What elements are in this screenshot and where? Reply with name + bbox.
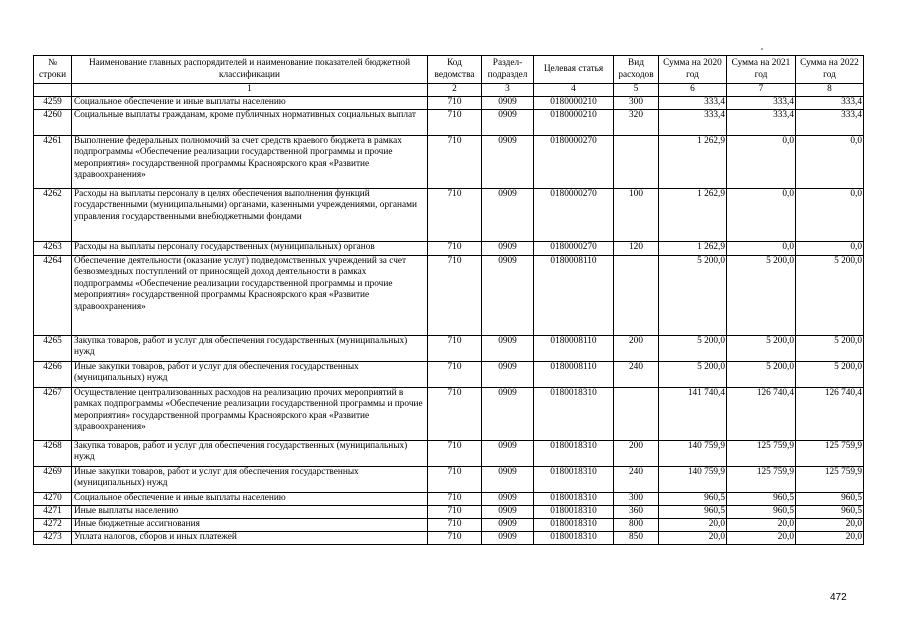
- row-sum-2021: 0,0: [727, 135, 796, 188]
- row-target: 0180000270: [534, 188, 614, 241]
- row-sum-2021: 125 759,9: [727, 440, 796, 466]
- row-section: 0909: [482, 241, 534, 255]
- row-name: Иные бюджетные ассигнования: [72, 518, 428, 531]
- row-number: 4263: [34, 241, 72, 255]
- header-expense-type: Вид расходов: [614, 56, 659, 84]
- row-sum-2020: 333,4: [659, 109, 727, 135]
- row-sum-2022: 5 200,0: [796, 255, 864, 335]
- row-sum-2020: 5 200,0: [659, 255, 727, 335]
- column-number: 6: [659, 84, 727, 97]
- row-number: 4271: [34, 505, 72, 518]
- row-target: 0180000270: [534, 241, 614, 255]
- row-target: 0180008110: [534, 361, 614, 387]
- row-sum-2021: 125 759,9: [727, 466, 796, 492]
- row-sum-2020: 140 759,9: [659, 466, 727, 492]
- row-sum-2021: 5 200,0: [727, 255, 796, 335]
- row-section: 0909: [482, 361, 534, 387]
- header-name: Наименование главных распорядителей и наименование показателей бюджетной классификации: [72, 56, 428, 84]
- row-sum-2021: 960,5: [727, 492, 796, 505]
- row-sum-2020: 20,0: [659, 531, 727, 544]
- row-name: Иные закупки товаров, работ и услуг для обеспечения государственных (муниципальных) нужд: [72, 361, 428, 387]
- table-row: [34, 188, 864, 241]
- scan-speck: [761, 48, 763, 50]
- row-target: 0180018310: [534, 440, 614, 466]
- header-sum-2021: Сумма на 2021 год: [727, 56, 796, 84]
- column-number: 2: [428, 84, 482, 97]
- column-number: 1: [72, 84, 428, 97]
- row-number: 4260: [34, 109, 72, 135]
- row-sum-2021: 333,4: [727, 109, 796, 135]
- row-sum-2021: 333,4: [727, 96, 796, 109]
- table-row: [34, 518, 864, 531]
- row-number: 4261: [34, 135, 72, 188]
- row-expense-type: 200: [614, 440, 659, 466]
- row-sum-2022: 0,0: [796, 241, 864, 255]
- row-target: 0180008110: [534, 335, 614, 361]
- row-sum-2022: 20,0: [796, 531, 864, 544]
- table-row: [34, 505, 864, 518]
- row-sum-2021: 5 200,0: [727, 361, 796, 387]
- row-dept-code: 710: [428, 135, 482, 188]
- row-section: 0909: [482, 188, 534, 241]
- row-sum-2022: 126 740,4: [796, 387, 864, 440]
- row-number: 4259: [34, 96, 72, 109]
- row-sum-2022: 0,0: [796, 188, 864, 241]
- row-expense-type: 320: [614, 109, 659, 135]
- row-dept-code: 710: [428, 440, 482, 466]
- table-row: [34, 492, 864, 505]
- row-dept-code: 710: [428, 241, 482, 255]
- row-target: 0180018310: [534, 466, 614, 492]
- row-target: 0180008110: [534, 255, 614, 335]
- row-expense-type: 300: [614, 96, 659, 109]
- row-section: 0909: [482, 466, 534, 492]
- row-expense-type: 360: [614, 505, 659, 518]
- row-target: 0180018310: [534, 505, 614, 518]
- table-row: [34, 241, 864, 255]
- row-name: Социальное обеспечение и иные выплаты населению: [72, 492, 428, 505]
- row-name: Закупка товаров, работ и услуг для обеспечения государственных (муниципальных) нужд: [72, 335, 428, 361]
- row-expense-type: [614, 255, 659, 335]
- row-sum-2020: 5 200,0: [659, 361, 727, 387]
- row-section: 0909: [482, 505, 534, 518]
- row-name: Иные закупки товаров, работ и услуг для обеспечения государственных (муниципальных) нужд: [72, 466, 428, 492]
- row-name: Расходы на выплаты персоналу в целях обеспечения выполнения функций государственными (муниципальными) органами, казенными учреждениями, органами управления государственными внебюджетными фондами: [72, 188, 428, 241]
- row-expense-type: 240: [614, 361, 659, 387]
- row-section: 0909: [482, 387, 534, 440]
- row-name: Расходы на выплаты персоналу государственных (муниципальных) органов: [72, 241, 428, 255]
- row-expense-type: 120: [614, 241, 659, 255]
- row-number: 4265: [34, 335, 72, 361]
- page-number: 472: [830, 592, 847, 603]
- row-dept-code: 710: [428, 335, 482, 361]
- row-sum-2021: 0,0: [727, 188, 796, 241]
- header-target: Целевая статья: [534, 56, 614, 84]
- row-sum-2021: 20,0: [727, 518, 796, 531]
- row-number: 4264: [34, 255, 72, 335]
- row-name: Социальные выплаты гражданам, кроме публичных нормативных социальных выплат: [72, 109, 428, 135]
- row-sum-2021: 0,0: [727, 241, 796, 255]
- row-dept-code: 710: [428, 531, 482, 544]
- row-number: 4262: [34, 188, 72, 241]
- header-dept-code: Код ведомства: [428, 56, 482, 84]
- row-sum-2021: 126 740,4: [727, 387, 796, 440]
- row-expense-type: [614, 387, 659, 440]
- row-number: 4273: [34, 531, 72, 544]
- row-number: 4267: [34, 387, 72, 440]
- row-expense-type: 800: [614, 518, 659, 531]
- row-sum-2022: 0,0: [796, 135, 864, 188]
- row-target: 0180018310: [534, 492, 614, 505]
- row-number: 4269: [34, 466, 72, 492]
- row-dept-code: 710: [428, 505, 482, 518]
- row-dept-code: 710: [428, 492, 482, 505]
- row-number: 4270: [34, 492, 72, 505]
- row-sum-2020: 140 759,9: [659, 440, 727, 466]
- row-sum-2020: 960,5: [659, 505, 727, 518]
- row-dept-code: 710: [428, 387, 482, 440]
- row-section: 0909: [482, 109, 534, 135]
- row-sum-2020: 960,5: [659, 492, 727, 505]
- header-row: [34, 56, 864, 84]
- row-section: 0909: [482, 440, 534, 466]
- row-sum-2020: 333,4: [659, 96, 727, 109]
- header-sum-2020: Сумма на 2020 год: [659, 56, 727, 84]
- table-row: [34, 466, 864, 492]
- row-number: 4272: [34, 518, 72, 531]
- column-number: 4: [534, 84, 614, 97]
- row-sum-2020: 20,0: [659, 518, 727, 531]
- table-row: [34, 135, 864, 188]
- table-row: [34, 387, 864, 440]
- table-row: [34, 96, 864, 109]
- row-dept-code: 710: [428, 96, 482, 109]
- row-sum-2020: 1 262,9: [659, 188, 727, 241]
- row-sum-2021: 20,0: [727, 531, 796, 544]
- budget-table: [33, 55, 864, 545]
- row-sum-2022: 125 759,9: [796, 440, 864, 466]
- row-section: 0909: [482, 531, 534, 544]
- row-dept-code: 710: [428, 188, 482, 241]
- header-row-no: № строки: [34, 56, 72, 84]
- row-section: 0909: [482, 255, 534, 335]
- row-target: 0180000270: [534, 135, 614, 188]
- row-dept-code: 710: [428, 255, 482, 335]
- row-name: Иные выплаты населению: [72, 505, 428, 518]
- row-target: 0180000210: [534, 96, 614, 109]
- row-section: 0909: [482, 135, 534, 188]
- header-section: Раздел-подраздел: [482, 56, 534, 84]
- row-number: 4268: [34, 440, 72, 466]
- row-sum-2022: 5 200,0: [796, 361, 864, 387]
- row-sum-2020: 5 200,0: [659, 335, 727, 361]
- row-sum-2020: 1 262,9: [659, 241, 727, 255]
- column-number: 8: [796, 84, 864, 97]
- row-dept-code: 710: [428, 518, 482, 531]
- column-number: 5: [614, 84, 659, 97]
- row-sum-2021: 960,5: [727, 505, 796, 518]
- row-sum-2022: 960,5: [796, 505, 864, 518]
- column-number: [34, 84, 72, 97]
- row-section: 0909: [482, 518, 534, 531]
- row-dept-code: 710: [428, 361, 482, 387]
- row-sum-2022: 125 759,9: [796, 466, 864, 492]
- row-target: 0180000210: [534, 109, 614, 135]
- table-row: [34, 335, 864, 361]
- row-name: Социальное обеспечение и иные выплаты населению: [72, 96, 428, 109]
- column-number: 7: [727, 84, 796, 97]
- row-expense-type: 200: [614, 335, 659, 361]
- row-expense-type: 300: [614, 492, 659, 505]
- row-target: 0180018310: [534, 387, 614, 440]
- row-section: 0909: [482, 492, 534, 505]
- row-sum-2020: 1 262,9: [659, 135, 727, 188]
- row-dept-code: 710: [428, 466, 482, 492]
- header-sum-2022: Сумма на 2022 год: [796, 56, 864, 84]
- table-row: [34, 361, 864, 387]
- table-row: [34, 440, 864, 466]
- row-expense-type: 240: [614, 466, 659, 492]
- row-name: Уплата налогов, сборов и иных платежей: [72, 531, 428, 544]
- row-sum-2022: 5 200,0: [796, 335, 864, 361]
- row-number: 4266: [34, 361, 72, 387]
- row-name: Обеспечение деятельности (оказание услуг) подведомственных учреждений за счет безвозмездных поступлений от приносящей доход деятельности в рамках подпрограммы «Обеспечение реализации государственной программы и прочие мероприятия» государственной программы Красноярского края «Развитие здравоохранения»: [72, 255, 428, 335]
- row-target: 0180018310: [534, 531, 614, 544]
- row-expense-type: 850: [614, 531, 659, 544]
- row-expense-type: 100: [614, 188, 659, 241]
- row-name: Выполнение федеральных полномочий за счет средств краевого бюджета в рамках подпрограммы «Обеспечение реализации государственной программы и прочие мероприятия» государственной программы Красноярского края «Развитие здравоохранения»: [72, 135, 428, 188]
- table-row: [34, 531, 864, 544]
- row-sum-2020: 141 740,4: [659, 387, 727, 440]
- row-name: Закупка товаров, работ и услуг для обеспечения государственных (муниципальных) нужд: [72, 440, 428, 466]
- column-number: 3: [482, 84, 534, 97]
- row-sum-2022: 960,5: [796, 492, 864, 505]
- row-sum-2021: 5 200,0: [727, 335, 796, 361]
- row-target: 0180018310: [534, 518, 614, 531]
- row-section: 0909: [482, 96, 534, 109]
- row-sum-2022: 333,4: [796, 96, 864, 109]
- table-row: [34, 255, 864, 335]
- table-row: [34, 109, 864, 135]
- row-dept-code: 710: [428, 109, 482, 135]
- row-sum-2022: 20,0: [796, 518, 864, 531]
- row-name: Осуществление централизованных расходов на реализацию прочих мероприятий в рамках подпрограммы «Обеспечение реализации государственной программы и прочие мероприятия» государственной программы Красноярского края «Развитие здравоохранения»: [72, 387, 428, 440]
- row-section: 0909: [482, 335, 534, 361]
- row-sum-2022: 333,4: [796, 109, 864, 135]
- column-number-row: [34, 84, 864, 97]
- row-expense-type: [614, 135, 659, 188]
